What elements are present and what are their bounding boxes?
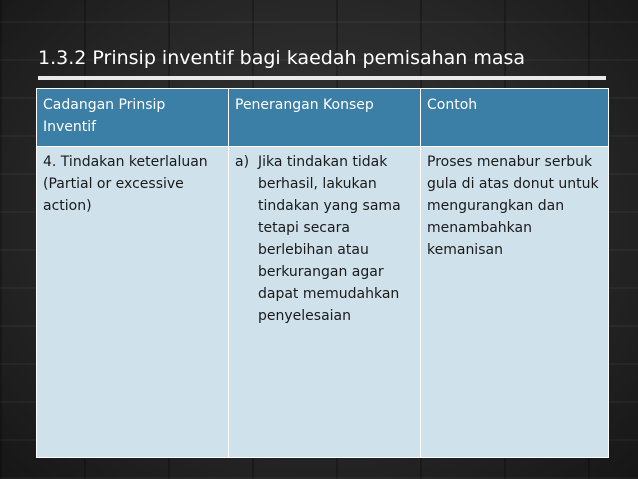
title-underline bbox=[38, 76, 606, 80]
cell-example: Proses menabur serbuk gula di atas donut untuk mengurangkan dan menambahkan kemanisan bbox=[421, 147, 609, 458]
cell-principle: 4. Tindakan keterlaluan (Partial or excessive action) bbox=[37, 147, 229, 458]
header-contoh: Contoh bbox=[421, 89, 609, 147]
explanation-list-item bbox=[235, 151, 414, 327]
cell-explanation bbox=[229, 147, 421, 458]
list-marker: a) bbox=[235, 154, 250, 170]
slide-title: 1.3.2 Prinsip inventif bagi kaedah pemisahan masa bbox=[38, 47, 526, 69]
table-row bbox=[37, 147, 609, 458]
header-penerangan-konsep: Penerangan Konsep bbox=[229, 89, 421, 147]
concept-table bbox=[36, 88, 609, 458]
table-header-row bbox=[37, 89, 609, 147]
explanation-text: Jika tindakan tidak berhasil, lakukan tindakan yang sama tetapi secara berlebihan atau berkurangan agar dapat memudahkan penyelesaian bbox=[258, 154, 401, 324]
header-cadangan-prinsip: Cadangan Prinsip Inventif bbox=[37, 89, 229, 147]
